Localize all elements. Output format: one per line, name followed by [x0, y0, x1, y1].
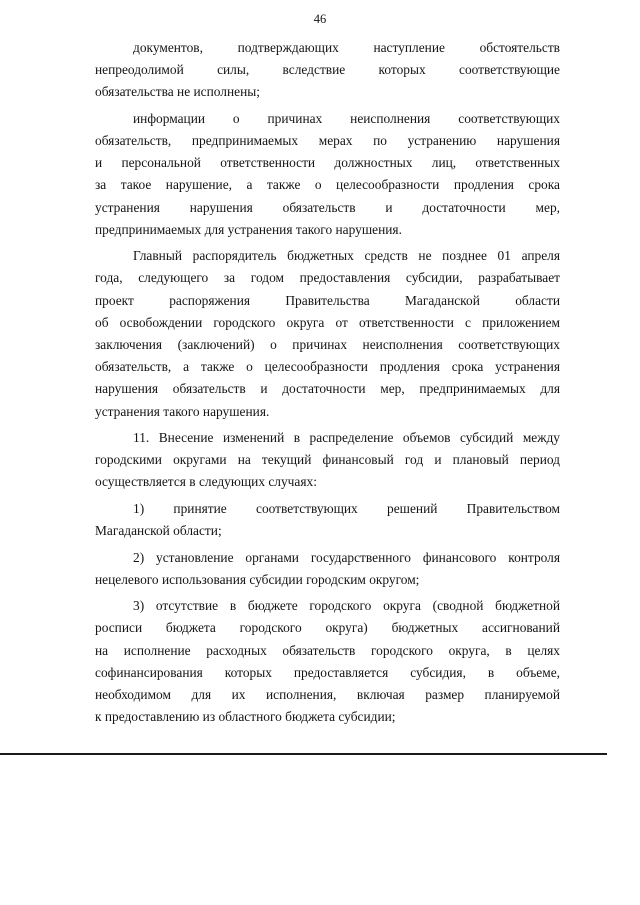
footnote-separator-line — [0, 753, 607, 755]
text-line: документов, подтверждающих наступление обстоятельств — [133, 40, 560, 55]
text-line: проект распоряжения Правительства Магаданской области — [95, 292, 560, 308]
document-body — [95, 37, 560, 728]
text-line: к предоставлению из областного бюджета субсидии; — [95, 709, 396, 725]
paragraph — [95, 108, 560, 241]
paragraph — [95, 37, 560, 104]
text-line: росписи бюджета городского округа) бюджетных ассигнований — [95, 620, 560, 636]
text-line: на исполнение расходных обязательств городского округа, в целях — [95, 642, 560, 658]
text-line: софинансирования которых предоставляется субсидия, в объеме, — [95, 664, 560, 680]
paragraph — [95, 547, 560, 591]
text-line: информации о причинах неисполнения соответствующих — [133, 110, 560, 126]
text-line: обязательства не исполнены; — [95, 84, 260, 100]
text-line: за такое нарушение, а также о целесообразности продления срока — [95, 177, 560, 193]
page-number: 46 — [313, 12, 327, 26]
text-line: Главный распорядитель бюджетных средств не позднее 01 апреля — [133, 248, 560, 264]
text-line: необходимом для их исполнения, включая размер планируемой — [95, 687, 560, 703]
text-line: нарушения обязательств и достаточности мер, предпринимаемых для — [95, 381, 560, 397]
text-line: и персональной ответственности должностных лиц, ответственных — [95, 155, 560, 171]
text-line: года, следующего за годом предоставления субсидии, разрабатывает — [95, 270, 560, 286]
paragraph — [95, 245, 560, 423]
text-line: об освобождении городского округа от ответственности с приложением — [95, 314, 560, 330]
text-line: 3) отсутствие в бюджете городского округа (сводной бюджетной — [133, 598, 560, 614]
text-line: обязательств, а также о целесообразности продления срока устранения — [95, 359, 560, 375]
text-line: 2) установление органами государственного финансового контроля — [133, 549, 560, 565]
text-line: непреодолимой силы, вследствие которых соответствующие — [95, 62, 560, 78]
text-line: 1) принятие соответствующих решений Правительством — [133, 500, 560, 516]
text-line: заключения (заключений) о причинах неисполнения соответствующих — [95, 337, 560, 353]
paragraph — [95, 595, 560, 728]
text-line: устранения нарушения обязательств и достаточности мер, — [95, 199, 560, 215]
text-line: 11. Внесение изменений в распределение объемов субсидий между — [133, 430, 560, 446]
paragraph — [95, 498, 560, 542]
text-line: предпринимаемых для устранения такого нарушения. — [95, 221, 402, 237]
text-line: городскими округами на текущий финансовый год и плановый период — [95, 452, 560, 468]
text-line: Магаданской области; — [95, 523, 222, 539]
text-line: устранения такого нарушения. — [95, 403, 270, 419]
text-line: нецелевого использования субсидии городским округом; — [95, 571, 420, 587]
paragraph — [95, 427, 560, 494]
text-line: осуществляется в следующих случаях: — [95, 474, 317, 490]
text-line: обязательств, предпринимаемых мерах по устранению нарушения — [95, 133, 560, 149]
